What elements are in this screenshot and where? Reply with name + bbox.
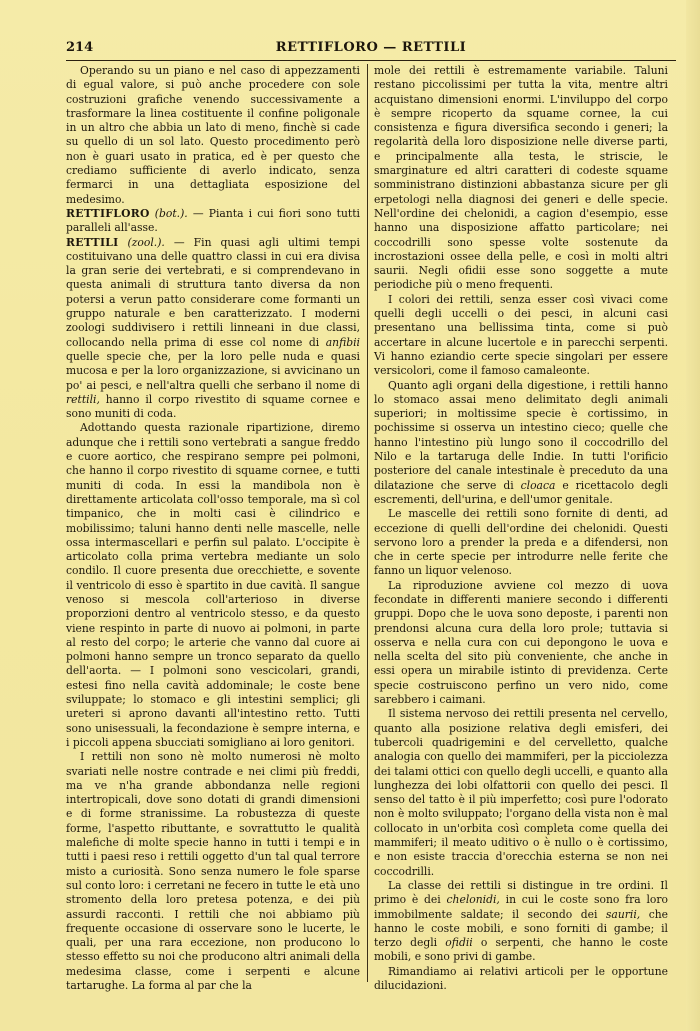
paragraph: La riproduzione avviene col mezzo di uova fecondate in differenti maniere secondo i differenti gruppi. Dopo che le uova sono deposte, i parenti non prendonsi alcuna cura della loro prole; tuttavia si osserva e nella cura con cui depongono le uova e nella scelta del sito più conveniente, che anche in essi opera un mirabile istinto di previdenza. Certe specie costruiscono perfino un vero nido, come sarebbero i caimani. [374, 578, 668, 707]
paragraph: I rettili non sono nè molto numerosi nè molto svariati nelle nostre contrade e nei climi più freddi, ma ve n'ha grande abbondanza nelle regioni intertropicali, dove sono dotati di grandi dimensioni e di forme stranissime. La robustezza di queste forme, l'aspetto ributtante, e sovrattutto le qualità malefiche di molte specie hanno in tutti i tempi e in tutti i paesi reso i rettili oggetto d'un tal qual terrore misto a curiosità. Sono senza numero le fole sparse sul conto loro: i cerretani ne fecero in tutte le età uno stromento della loro pretesa potenza, e dei più assurdi racconti. I rettili che noi abbiamo più frequente occasione di osservare sono le lucerte, le quali, per una rara eccezione, non producono lo stesso effetto su noi che producono altri animali della medesima classe, come i serpenti e alcune tartarughe. La forma al par che la [66, 750, 360, 992]
entry-text: hanno il corpo rivestito di squame cornee e sono muniti di coda. [66, 392, 360, 421]
entry-headword: RETTIFLORO [66, 206, 150, 220]
column-divider [367, 64, 368, 982]
header-rule [66, 60, 676, 61]
page-number: 214 [66, 40, 94, 55]
entry-rettili [66, 236, 360, 422]
entry-tag: (zool.). [127, 235, 165, 249]
paragraph: mole dei rettili è estremamente variabile. Taluni restano piccolissimi per tutta la vita, mentre altri acquistano dimensioni enormi. L'inviluppo del corpo è sempre ricoperto da squame cornee, la cui consistenza e figura diversifica secondo i generi; la regolarità della loro disposizione nelle diverse parti, e principalmente alla testa, le striscie, le smarginature ed altri caratteri di codeste squame somministrano distinzioni abbastanza sicure per gli erpetologi nella diagnosi dei generi e delle specie. Nell'ordine dei chelonidi, a cagion d'esempio, esse hanno una disposizione affatto particolare; nei coccodrilli sono spesse volte sostenute da incrostazioni ossee della pelle, e così in molti altri saurii. Negli ofidii esse sono soggette a mute periodiche più o meno frequenti. [374, 64, 668, 292]
paragraph: I colori dei rettili, senza esser così vivaci come quelli degli uccelli o dei pesci, in alcuni casi presentano una bellissima tinta, come si può accertare in alcune lucertole e in parecchi serpenti. Vi hanno eziandio certe specie singolari per essere versicolori, come il famoso camaleonte. [374, 292, 668, 378]
paragraph: Operando su un piano e nel caso di appezzamenti di egual valore, si può anche procedere con sole costruzioni grafiche venendo successivamente a trasformare la linea costituente il confine poligonale in un altro che abbia un lato di meno, finchè si cade su quello di un sol lato. Questo procedimento però non è guari usato in pratica, ed è per questo che crediamo sufficiente di averlo indicato, senza fermarci in una dettagliata esposizione del medesimo. [66, 64, 360, 206]
entry-headword: RETTILI [66, 235, 119, 249]
paragraph: Il sistema nervoso dei rettili presenta nel cervello, quanto alla posizione relativa degli emisferi, dei tubercoli quadrigemini e del cervelletto, qualche analogia con quello dei mammiferi, per la picciolezza dei talami ottici con quello degli uccelli, e quanto alla lunghezza dei lobi olfattorii con quello dei pesci. Il senso del tatto è il più imperfetto; così pure l'odorato non è molto sviluppato; l'organo della vista non è mal collocato in un'orbita così completa come quella dei mammiferi; il meato uditivo o è nullo o è cortissimo, e non esiste traccia d'orecchia esterna se non nei coccodrilli. [374, 707, 668, 878]
running-title: RETTIFLORO — RETTILI [275, 40, 467, 55]
page-edge-shadow [686, 0, 700, 1031]
entry-tag: (bot.). [154, 206, 188, 220]
entry-text: — Fin quasi agli ultimi tempi costituivano una delle quattro classi in cui era divisa la gran serie dei vertebrati, e si comprendevano in questa animali di struttura tanto diversa da non potersi a verun patto considerare come formanti un gruppo naturale e ben caratterizzato. I moderni zoologi suddivisero i rettili linneani in due classi, collocando nella prima di esse col nome di [66, 235, 360, 349]
page-header [66, 40, 676, 60]
paragraph-text: in cui le coste sono fra loro immobilmente saldate; il secondo dei [374, 893, 668, 921]
italic-term: rettili, [66, 392, 100, 406]
paragraph-text: o serpenti, che hanno le coste mobili, e sono privi di gambe. [374, 936, 668, 964]
italic-term: saurii, [605, 907, 641, 921]
entry-rettifloro [66, 207, 360, 236]
paragraph: Le mascelle dei rettili sono fornite di denti, ad eccezione di quelli dell'ordine dei chelonidi. Questi servono loro a prender la preda e a difendersi, non che in certe specie per introdurre nelle ferite che fanno un liquor velenoso. [374, 507, 668, 578]
right-column [374, 64, 668, 993]
paragraph-text: che hanno le coste mobili, e sono forniti di gambe; il terzo degli [374, 907, 668, 950]
italic-term: anfibii [325, 335, 360, 349]
entry-text: quelle specie che, per la loro pelle nuda e quasi mucosa e per la loro organizzazione, si avvicinano un po' ai pesci, e nell'altra quelli che serbano il nome di [66, 349, 360, 392]
paragraph [374, 379, 668, 508]
italic-term: chelonidi, [446, 893, 500, 907]
paragraph: Adottando questa razionale ripartizione, diremo adunque che i rettili sono vertebrati a sangue freddo e cuore aortico, che respirano sempre pei polmoni, che hanno il corpo rivestito di squame cornee, e tutti muniti di coda. In essi la mandibola non è direttamente articolata coll'osso temporale, ma sì col timpanico, che in molti casi è cilindrico e mobilissimo; taluni hanno denti nelle mascelle, nelle ossa intermascellari e perfin sul palato. L'occipite è articolato colla prima vertebra mediante un solo condilo. Il cuore presenta due orecchiette, e sovente il ventricolo di esso è spartito in due cavità. Il sangue venoso si mescola coll'arterioso in diverse proporzioni dentro al ventricolo stesso, e da questo viene respinto in parte di nuovo ai polmoni, in parte al resto del corpo; le arterie che vanno dal cuore ai polmoni hanno sempre un tronco separato da quello dell'aorta. — I polmoni sono vescicolari, grandi, estesi fino nella cavità addominale; le coste bene sviluppate; lo stomaco e gli intestini semplici; gli ureteri si aprono davanti all'intestino retto. Tutti sono unisessuali, la fecondazione è sempre interna, e i piccoli appena sbucciati somigliano ai loro genitori. [66, 421, 360, 749]
paragraph-text: La classe dei rettili si distingue in tre ordini. Il primo è dei [374, 878, 668, 907]
paragraph [374, 879, 668, 965]
paragraph-text: e ricettacolo degli escrementi, dell'urina, e dell'umor genitale. [374, 478, 668, 506]
paragraph: Rimandiamo ai relativi articoli per le opportune dilucidazioni. [374, 964, 668, 992]
italic-term: cloaca [520, 478, 556, 492]
paragraph-text: Quanto agli organi della digestione, i rettili hanno lo stomaco assai meno delimitato degli animali superiori; in moltissime specie è cortissimo, in pochissime si osserva un intestino cieco; quelle che hanno l'intestino più lungo sono il coccodrillo del Nilo e la tartaruga delle Indie. In tutti l'orificio posteriore del canale intestinale è preceduto da una dilatazione che serve di [374, 378, 668, 492]
entry-definition: — Pianta i cui fiori sono tutti paralleli all'asse. [66, 206, 360, 235]
italic-term: ofidii [445, 936, 473, 950]
left-column [66, 64, 360, 993]
